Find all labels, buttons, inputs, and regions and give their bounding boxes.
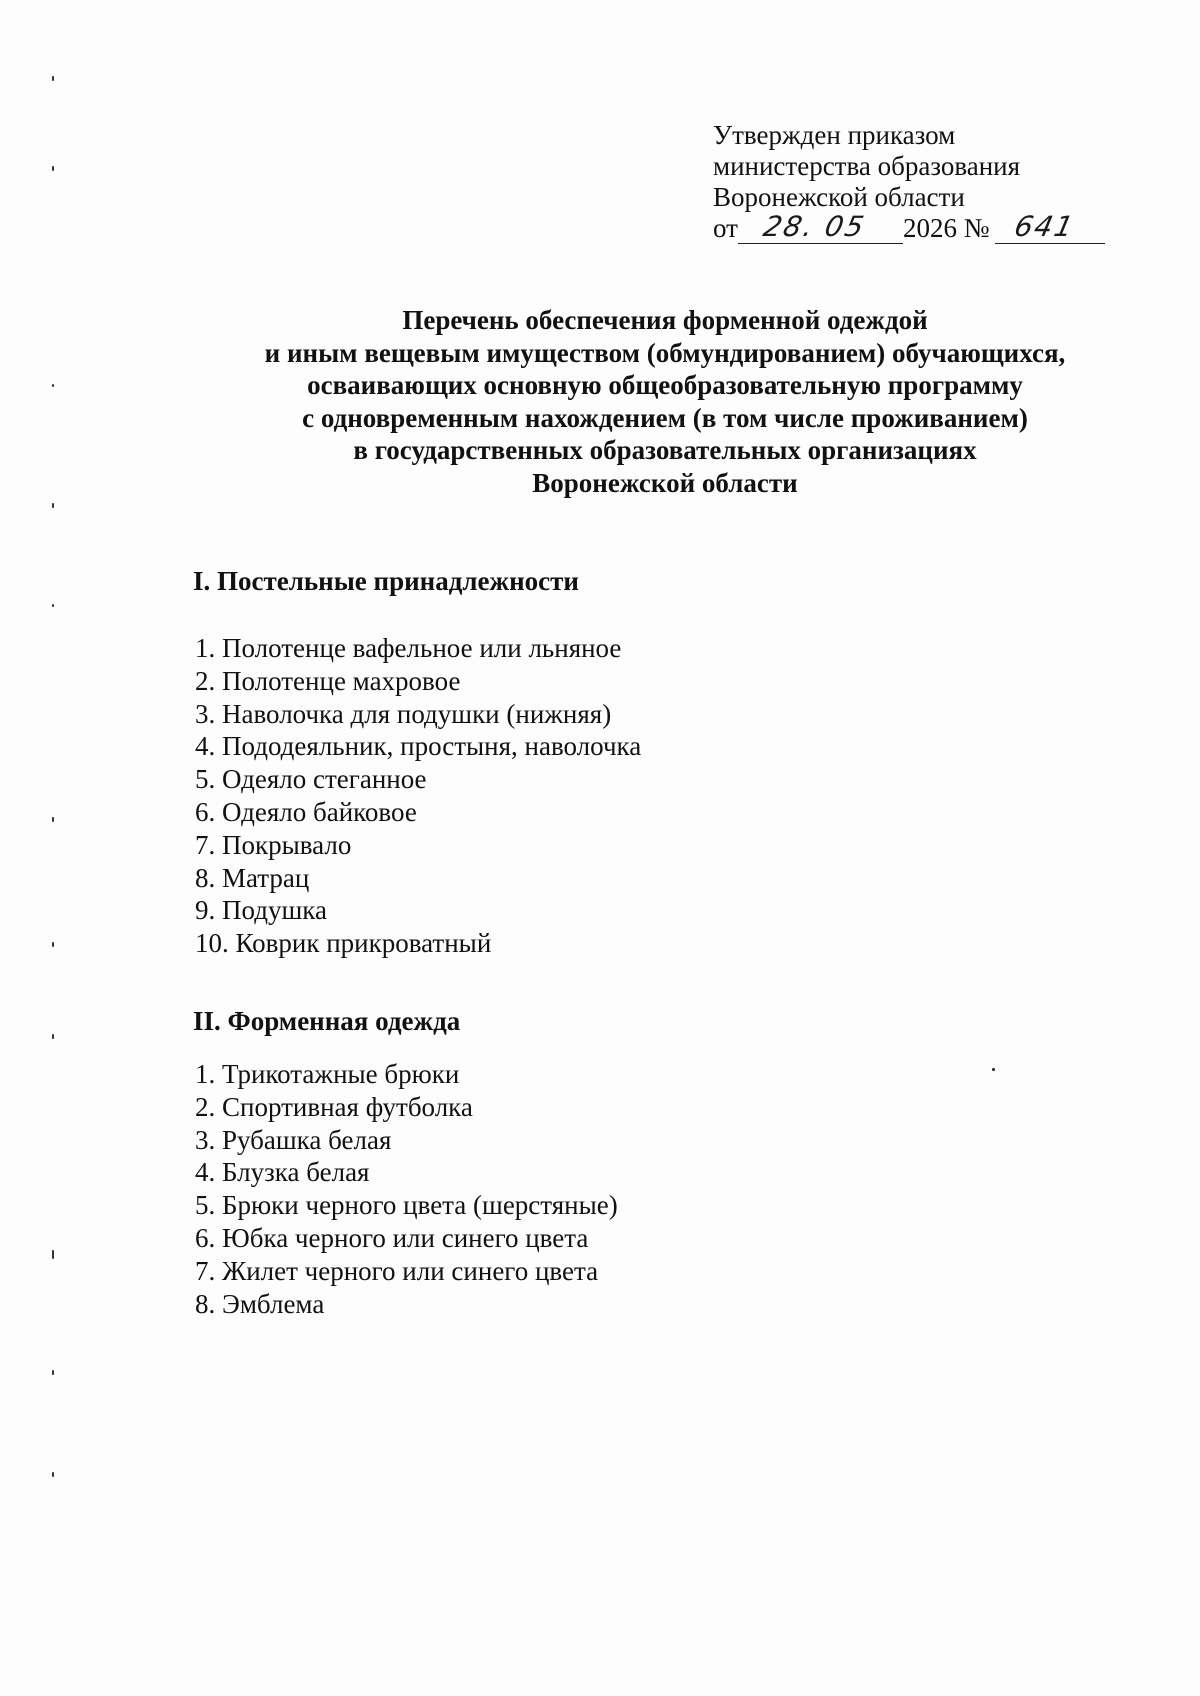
list-item: 6. Юбка черного или синего цвета	[195, 1222, 589, 1253]
scan-speck	[52, 166, 54, 171]
section-2-heading: II. Форменная одежда	[193, 1006, 461, 1036]
approval-line-2: министерства образования	[713, 151, 1021, 181]
list-item: 2. Спортивная футболка	[195, 1091, 473, 1122]
list-item: 5. Брюки черного цвета (шерстяные)	[195, 1190, 618, 1221]
list-item: 3. Рубашка белая	[195, 1124, 392, 1155]
list-item: 8. Эмблема	[195, 1288, 325, 1319]
section-2-list	[195, 1058, 618, 1320]
list-item: 1. Трикотажные брюки	[195, 1059, 460, 1089]
date-blank	[738, 210, 903, 244]
list-item: 1. Полотенце вафельное или льняное	[195, 633, 622, 663]
list-item: 4. Пододеяльник, простыня, наволочка	[195, 731, 642, 762]
title-line: осваивающих основную общеобразовательную программу	[307, 370, 1023, 400]
list-item: 2. Полотенце махровое	[195, 665, 461, 696]
scan-speck	[52, 503, 54, 508]
document-title	[160, 304, 1170, 499]
title-line: с одновременным нахождением (в том числе проживанием)	[302, 402, 1028, 433]
approval-line-1: Утвержден приказом	[713, 120, 956, 150]
list-item: 3. Наволочка для подушки (нижняя)	[195, 698, 612, 729]
scan-speck	[52, 942, 54, 947]
title-line: Воронежской области	[532, 467, 798, 498]
list-item: 7. Покрывало	[195, 829, 352, 860]
handwritten-number: 641	[1011, 210, 1079, 243]
section-1-heading: I. Постельные принадлежности	[193, 566, 579, 596]
scan-speck	[52, 817, 54, 822]
title-line: в государственных образовательных организациях	[353, 435, 977, 465]
list-item: 10. Коврик прикроватный	[195, 928, 492, 959]
list-item: 8. Матрац	[195, 862, 310, 893]
order-year: 2026 №	[902, 213, 990, 243]
scan-speck	[52, 1034, 54, 1039]
section-1-list	[195, 632, 641, 960]
handwritten-date: 28. 05	[760, 210, 869, 243]
scan-speck	[52, 1370, 54, 1375]
approval-date-line	[713, 210, 1105, 244]
scan-speck	[52, 1250, 54, 1259]
list-item: 7. Жилет черного или синего цвета	[195, 1255, 599, 1286]
date-prefix: от	[713, 213, 738, 243]
list-item: 4. Блузка белая	[195, 1157, 370, 1188]
approval-block	[713, 120, 1105, 244]
scan-speck	[52, 76, 54, 81]
list-item: 9. Подушка	[195, 895, 327, 926]
scan-speck	[52, 1472, 54, 1477]
list-item: 6. Одеяло байковое	[195, 796, 417, 827]
scan-speck	[52, 384, 54, 387]
approval-line-3: Воронежской области	[713, 182, 965, 212]
list-item: 5. Одеяло стеганное	[195, 764, 427, 795]
title-line: и иным вещевым имуществом (обмундированием) обучающихся,	[264, 337, 1066, 368]
title-line: Перечень обеспечения форменной одеждой	[402, 305, 928, 335]
scan-speck	[52, 604, 54, 607]
scan-speck	[992, 1068, 995, 1071]
number-blank	[995, 210, 1105, 244]
